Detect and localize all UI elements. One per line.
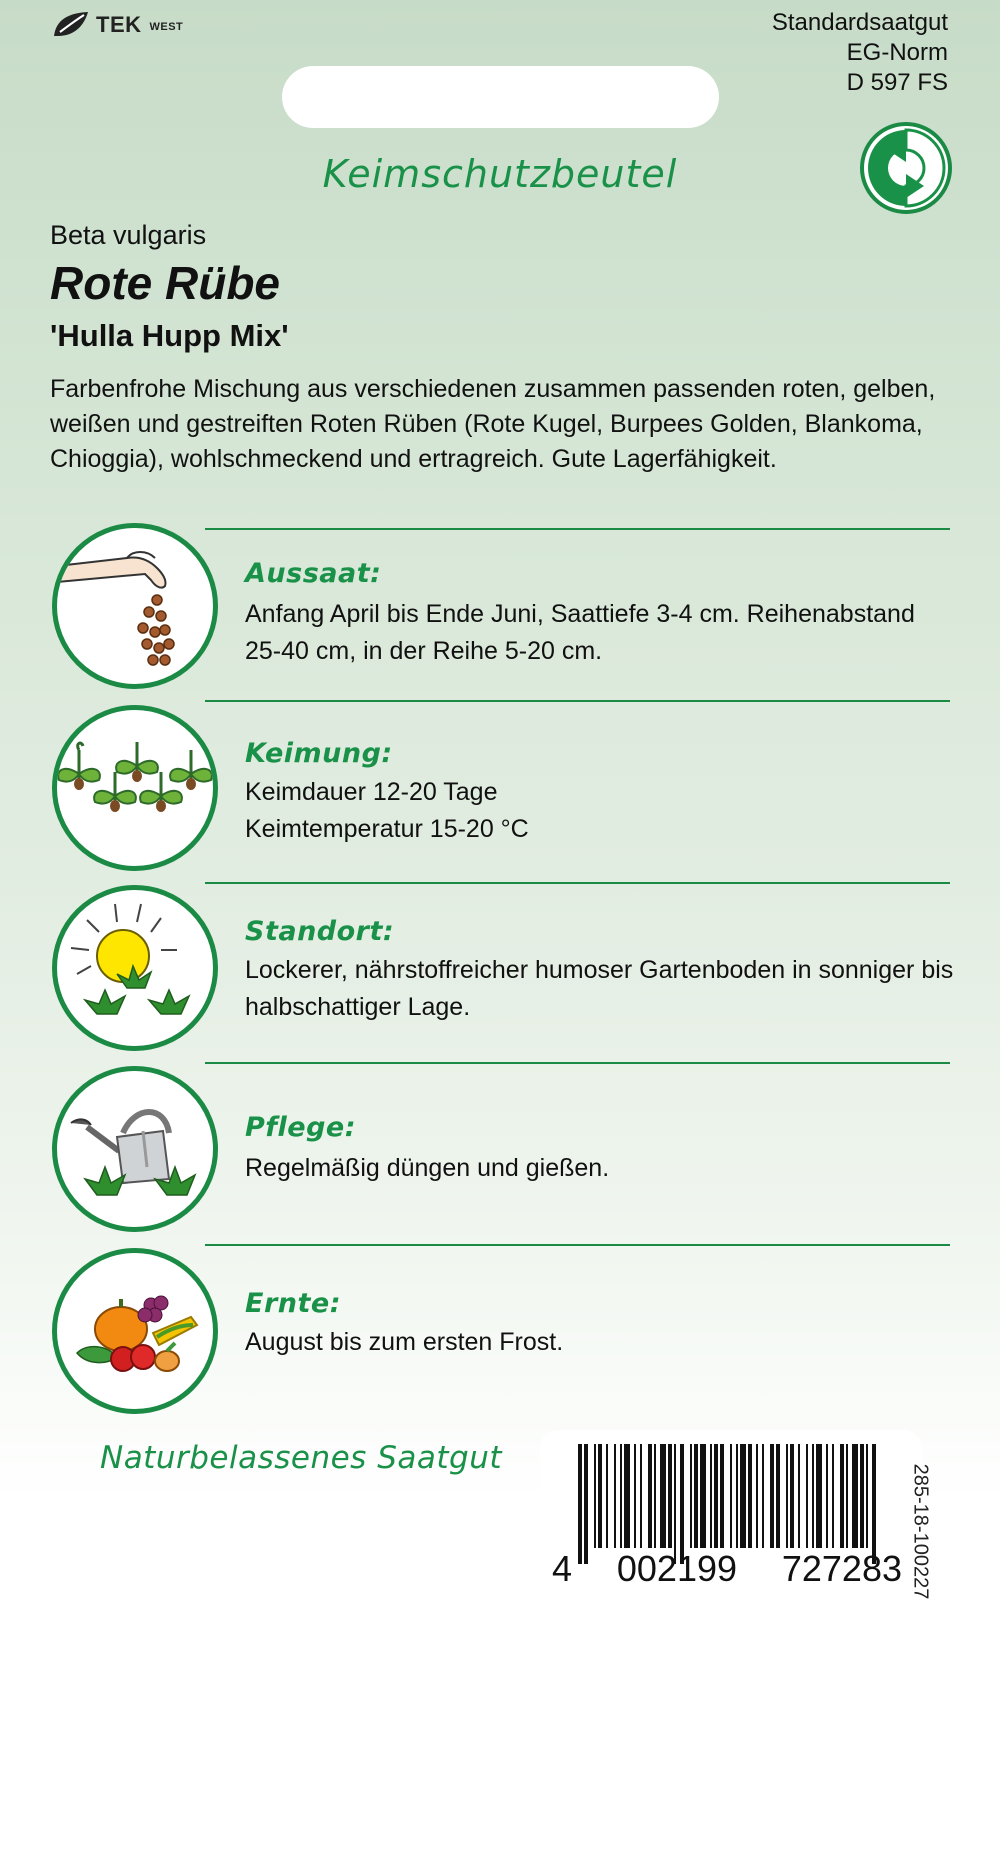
barcode-bar [578, 1444, 582, 1564]
barcode-digit-group: 4 [552, 1548, 573, 1589]
blank-label-field [282, 66, 719, 128]
barcode-bar [826, 1444, 828, 1548]
barcode-bar [762, 1444, 764, 1548]
barcode-bar [816, 1444, 822, 1548]
watering-can-icon [52, 1066, 218, 1232]
barcode-bar [806, 1444, 808, 1548]
barcode-bar [840, 1444, 844, 1548]
barcode-bar [872, 1444, 876, 1564]
section-heading-keimung: Keimung: [245, 738, 393, 769]
variety-name: 'Hulla Hupp Mix' [50, 318, 289, 353]
barcode-bar [860, 1444, 864, 1548]
section-heading-standort: Standort: [245, 916, 395, 947]
sowing-hand-icon [52, 523, 218, 689]
barcode-bar [756, 1444, 758, 1548]
naturbelassen-slogan: Naturbelassenes Saatgut [100, 1440, 502, 1476]
barcode-number [552, 1548, 902, 1590]
section-text-ernte: August bis zum ersten Frost. [245, 1328, 564, 1356]
barcode-bar [748, 1444, 752, 1548]
barcode-bar [668, 1444, 672, 1548]
barcode-bar [832, 1444, 834, 1548]
section-text-standort: Lockerer, nährstoffreicher humoser Gartenboden in sonniger bis halbschattiger Lage. [245, 956, 954, 1021]
norm-line: Standardsaatgut [771, 9, 948, 36]
barcode-bar [660, 1444, 666, 1548]
keimschutzbeutel-heading: Keimschutzbeutel [322, 152, 678, 196]
norm-line: EG-Norm [846, 39, 948, 66]
tekwest-logo [50, 10, 183, 40]
section-text-aussaat: Anfang April bis Ende Juni, Saattiefe 3-4 cm. Reihenabstand 25-40 cm, in der Reihe 5-20 cm. [245, 600, 915, 665]
barcode-bar [620, 1444, 622, 1548]
latin-name: Beta vulgaris [50, 220, 207, 250]
article-code: 285-18-100227 [909, 1463, 932, 1600]
barcode-bar [694, 1444, 698, 1548]
barcode-bar [710, 1444, 712, 1548]
section-divider [205, 882, 950, 884]
barcode-bar [714, 1444, 718, 1548]
barcode-bar [614, 1444, 616, 1548]
barcode-bar [720, 1444, 724, 1548]
barcode-bar [594, 1444, 596, 1548]
barcode-bar [776, 1444, 780, 1548]
section-text-pflege: Regelmäßig düngen und gießen. [245, 1154, 610, 1182]
harvest-vegetables-icon [52, 1248, 218, 1414]
barcode-bar [798, 1444, 800, 1548]
barcode-bar [812, 1444, 814, 1548]
leaf-logo-icon [50, 10, 90, 40]
logo-subtext: WEST [149, 21, 184, 33]
seed-norm-info [772, 8, 948, 98]
section-heading-pflege: Pflege: [245, 1112, 357, 1143]
barcode-bar [624, 1444, 630, 1548]
barcode-bar [740, 1444, 746, 1548]
barcode-bar [654, 1444, 656, 1548]
text-line: Keimdauer 12-20 Tage [245, 778, 498, 806]
product-description: Farbenfrohe Mischung aus verschiedenen zusammen passenden roten, gelben, weißen und gestreiften Roten Rüben (Rote Kugel, Burpees Golden, Blankoma, Chioggia), wohlschmeckend und ertragreich. Gute Lagerfähigkeit. [50, 375, 936, 473]
barcode-bar [852, 1444, 858, 1548]
barcode-bar [690, 1444, 692, 1548]
barcode-bar [680, 1444, 684, 1564]
barcode-bar [648, 1444, 652, 1548]
seedlings-icon [52, 705, 218, 871]
barcode-bar [606, 1444, 608, 1548]
barcode-bar [786, 1444, 788, 1548]
section-divider [205, 1062, 950, 1064]
product-title: Rote Rübe [50, 257, 280, 309]
barcode-digit-group: 727283 [781, 1548, 902, 1589]
sun-plants-icon [52, 885, 218, 1051]
barcode-digit-group: 002199 [616, 1548, 738, 1589]
barcode-bar [598, 1444, 602, 1548]
section-text-keimung [245, 774, 955, 848]
section-divider [205, 700, 950, 702]
section-divider [205, 528, 950, 530]
barcode-bar [584, 1444, 588, 1564]
logo-text: TEK [96, 12, 142, 37]
barcode-bar [770, 1444, 774, 1548]
barcode-bar [700, 1444, 706, 1548]
section-divider [205, 1244, 950, 1246]
barcode-bar [790, 1444, 794, 1548]
barcode-bar [634, 1444, 636, 1548]
barcode-bar [640, 1444, 642, 1548]
barcode-bar [674, 1444, 676, 1564]
barcode-bar [736, 1444, 738, 1548]
section-heading-aussaat: Aussaat: [245, 558, 382, 589]
barcode-bar [866, 1444, 868, 1548]
section-heading-ernte: Ernte: [245, 1288, 341, 1319]
norm-line: D 597 FS [846, 69, 948, 96]
text-line: Keimtemperatur 15-20 °C [245, 815, 529, 843]
barcode-bar [730, 1444, 732, 1548]
barcode-bar [846, 1444, 848, 1548]
